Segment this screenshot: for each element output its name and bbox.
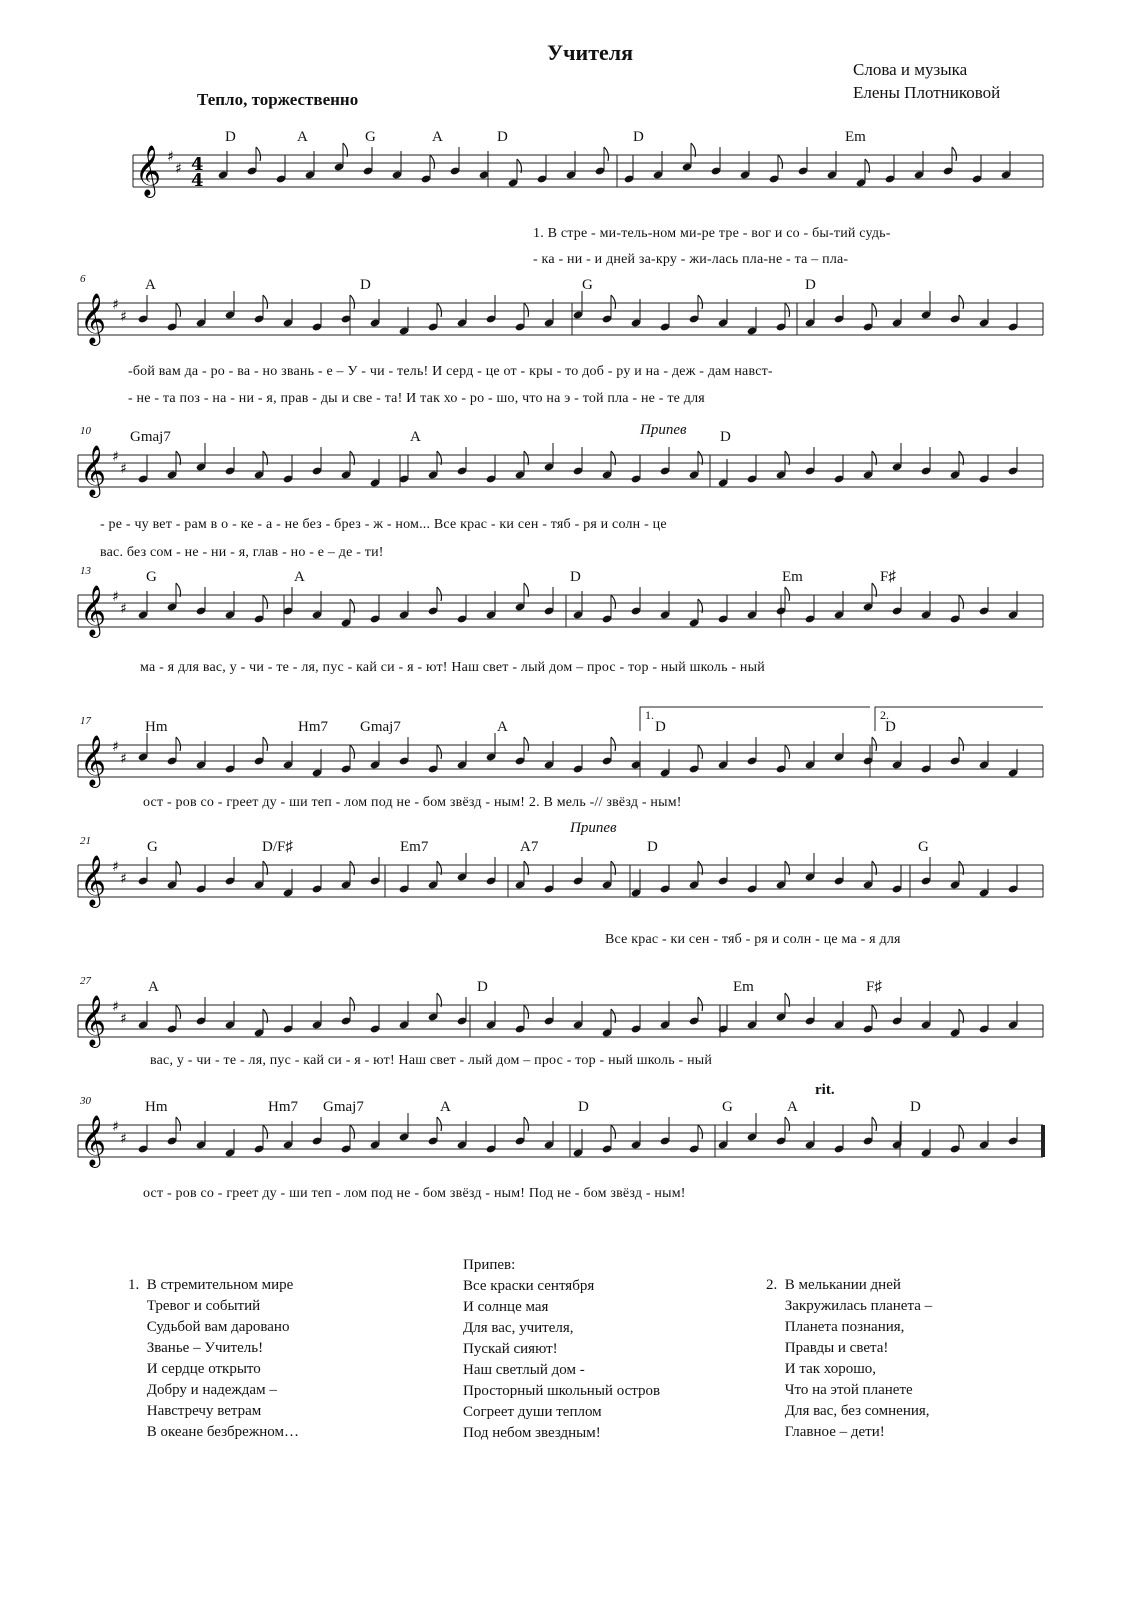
note-flag bbox=[263, 1125, 268, 1139]
note-flag bbox=[959, 1125, 964, 1139]
measure-number: 6 bbox=[80, 273, 86, 285]
chord-symbol: Hm7 bbox=[268, 1099, 298, 1115]
chord-symbol: D bbox=[910, 1099, 921, 1115]
chord-symbol: D bbox=[477, 979, 488, 995]
song-title: Учителя bbox=[546, 40, 634, 65]
sharp-icon: ♯ bbox=[120, 461, 127, 477]
treble-clef-icon: 𝄞 bbox=[80, 293, 107, 344]
note-flag bbox=[524, 1117, 529, 1131]
sharp-icon: ♯ bbox=[112, 739, 119, 755]
chord-symbol: D bbox=[225, 129, 236, 145]
sharp-icon: ♯ bbox=[112, 859, 119, 875]
measure-number: 13 bbox=[80, 565, 91, 577]
credits-line-1: Слова и музыка bbox=[853, 60, 968, 79]
chord-symbol: Em bbox=[845, 129, 866, 145]
time-signature: 4 bbox=[191, 154, 204, 175]
chord-symbol: Gmaj7 bbox=[130, 429, 171, 445]
chord-symbol: Em bbox=[782, 569, 803, 585]
sharp-icon: ♯ bbox=[120, 601, 127, 617]
chord-symbol: Hm bbox=[145, 1099, 168, 1115]
note-flag bbox=[437, 1117, 442, 1131]
volta-number: 2. bbox=[880, 708, 889, 722]
sharp-icon: ♯ bbox=[112, 1119, 119, 1135]
chord-symbol: Gmaj7 bbox=[360, 719, 401, 735]
sharp-icon: ♯ bbox=[120, 871, 127, 887]
lyrics-line: - ре - чу вет - рам в о - ке - а - не без - брез - ж - ном... Все крас - ки сен - тяб - ря и солн - це bbox=[100, 517, 667, 532]
chord-symbol: G bbox=[147, 839, 158, 855]
chord-symbol: A bbox=[145, 277, 156, 293]
chord-symbol: A7 bbox=[520, 839, 539, 855]
chord-symbol: A bbox=[148, 979, 159, 995]
chord-symbol: F♯ bbox=[880, 569, 896, 585]
chord-symbol: D bbox=[805, 277, 816, 293]
chord-symbol: D bbox=[647, 839, 658, 855]
sharp-icon: ♯ bbox=[120, 1131, 127, 1147]
treble-clef-icon: 𝄞 bbox=[135, 145, 162, 196]
lyrics-line: - не - та поз - на - ни - я, прав - ды и све - та! И так хо - ро - шо, что на э - той пла - не - те для bbox=[128, 391, 705, 406]
chord-symbol: D bbox=[633, 129, 644, 145]
sharp-icon: ♯ bbox=[167, 149, 174, 165]
chord-symbol: Hm7 bbox=[298, 719, 328, 735]
lyrics-line: 1. В стре - ми-тель-ном ми-ре тре - вог и со - бы-тий судь- bbox=[533, 226, 891, 241]
lyrics-line: вас, у - чи - те - ля, пус - кай си - я - ют! Наш свет - лый дом – прос - тор - ный школь - ный bbox=[150, 1053, 713, 1068]
chord-symbol: D bbox=[578, 1099, 589, 1115]
chord-symbol: D bbox=[570, 569, 581, 585]
treble-clef-icon: 𝄞 bbox=[80, 1115, 107, 1166]
treble-clef-icon: 𝄞 bbox=[80, 995, 107, 1046]
note-flag bbox=[872, 1117, 877, 1131]
chord-symbol: A bbox=[787, 1099, 798, 1115]
chord-symbol: A bbox=[294, 569, 305, 585]
verse-1-text: 1. В стремительном мире Тревог и событий Судьбой вам даровано Званье – Учитель! И сердце открыто Добру и надеждам – Навстречу ветрам В океане безбрежном… bbox=[128, 1277, 299, 1440]
chord-symbol: A bbox=[410, 429, 421, 445]
chord-symbol: Hm bbox=[145, 719, 168, 735]
sharp-icon: ♯ bbox=[120, 751, 127, 767]
sharp-icon: ♯ bbox=[112, 999, 119, 1015]
chord-symbol: G bbox=[365, 129, 376, 145]
sharp-icon: ♯ bbox=[112, 449, 119, 465]
tempo-marking: Тепло, торжественно bbox=[197, 90, 359, 109]
credits-line-2: Елены Плотниковой bbox=[853, 83, 1001, 102]
chord-symbol: D bbox=[885, 719, 896, 735]
chord-symbol: D bbox=[655, 719, 666, 735]
ritardando-marking: rit. bbox=[815, 1082, 835, 1098]
chord-symbol: D bbox=[360, 277, 371, 293]
sharp-icon: ♯ bbox=[120, 1011, 127, 1027]
sharp-icon: ♯ bbox=[120, 309, 127, 325]
sharp-icon: ♯ bbox=[112, 297, 119, 313]
chord-symbol: Gmaj7 bbox=[323, 1099, 364, 1115]
chord-symbol: D bbox=[720, 429, 731, 445]
lyrics-line: Все крас - ки сен - тяб - ря и солн - це ма - я для bbox=[605, 932, 901, 947]
volta-number: 1. bbox=[645, 708, 654, 722]
chord-symbol: Em bbox=[733, 979, 754, 995]
measure-number: 30 bbox=[80, 1095, 91, 1107]
measure-number: 21 bbox=[80, 835, 91, 847]
note-flag bbox=[350, 1125, 355, 1139]
chord-symbol: G bbox=[582, 277, 593, 293]
treble-clef-icon: 𝄞 bbox=[80, 585, 107, 636]
chorus-text: Припев: Все краски сентября И солнце мая Для вас, учителя, Пускай сияют! Наш светлый дом - Просторный школьный остров Согреет души теплом Под небом звездным! bbox=[463, 1257, 661, 1441]
chord-symbol: G bbox=[722, 1099, 733, 1115]
chord-symbol: A bbox=[297, 129, 308, 145]
chord-symbol: G bbox=[918, 839, 929, 855]
note-flag bbox=[785, 1117, 790, 1131]
verse-2-text: 2. В мелькании дней Закружилась планета – Планета познания, Правды и света! И так хорошо, Что на этой планете Для вас, без сомнения, Главное – дети! bbox=[766, 1277, 933, 1440]
measure-number: 17 bbox=[80, 715, 91, 727]
lyrics-line: - ка - ни - и дней за-кру - жи-лась пла-не - та – пла- bbox=[533, 252, 849, 267]
lyrics-line: -бой вам да - ро - ва - но звань - е – У - чи - тель! И серд - це от - кры - то доб - ру и на - деж - дам навст- bbox=[128, 364, 773, 379]
chord-symbol: D bbox=[497, 129, 508, 145]
chord-symbol: A bbox=[432, 129, 443, 145]
chord-symbol: F♯ bbox=[866, 979, 882, 995]
note-flag bbox=[698, 1125, 703, 1139]
note-flag bbox=[176, 1117, 181, 1131]
chord-symbol: A bbox=[440, 1099, 451, 1115]
chorus-cue: Припев bbox=[570, 820, 617, 836]
sharp-icon: ♯ bbox=[175, 161, 182, 177]
treble-clef-icon: 𝄞 bbox=[80, 735, 107, 786]
measure-number: 27 bbox=[80, 975, 91, 987]
lyrics-line: ост - ров со - греет ду - ши теп - лом под не - бом звёзд - ным! Под не - бом звёзд - ным! bbox=[143, 1186, 686, 1201]
treble-clef-icon: 𝄞 bbox=[80, 445, 107, 496]
time-signature: 4 bbox=[191, 170, 204, 191]
chord-symbol: A bbox=[497, 719, 508, 735]
chord-symbol: D/F♯ bbox=[262, 839, 293, 855]
note-flag bbox=[611, 1125, 616, 1139]
chord-symbol: Em7 bbox=[400, 839, 429, 855]
lyrics-line: ма - я для вас, у - чи - те - ля, пус - кай си - я - ют! Наш свет - лый дом – прос - тор - ный школь - ный bbox=[140, 660, 765, 675]
sharp-icon: ♯ bbox=[112, 589, 119, 605]
chorus-cue: Припев bbox=[640, 422, 687, 438]
lyrics-line: ост - ров со - греет ду - ши теп - лом под не - бом звёзд - ным! 2. В мель -// звёзд - ным! bbox=[143, 795, 682, 810]
chord-symbol: G bbox=[146, 569, 157, 585]
lyrics-line: вас. без сом - не - ни - я, глав - но - е – де - ти! bbox=[100, 545, 384, 560]
treble-clef-icon: 𝄞 bbox=[80, 855, 107, 906]
measure-number: 10 bbox=[80, 425, 91, 437]
